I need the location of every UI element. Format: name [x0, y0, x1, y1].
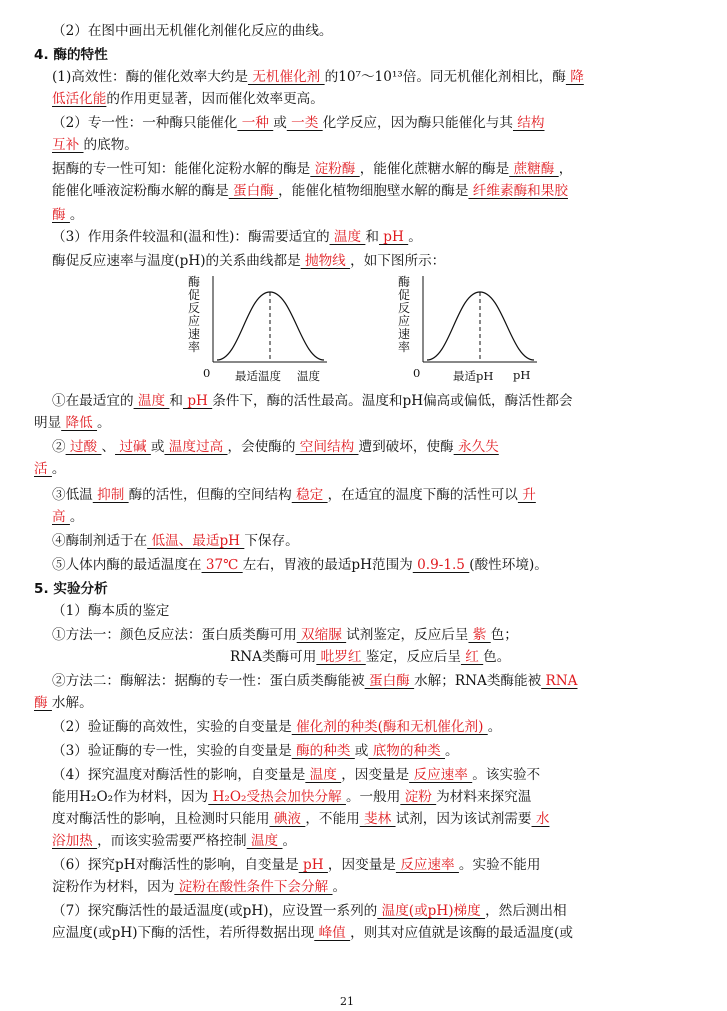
text-segment: 色；	[490, 627, 518, 643]
answer-blank: 降低	[61, 415, 98, 431]
answer-blank: 过酸	[65, 439, 102, 455]
text-line	[52, 810, 727, 828]
text-segment: 、	[101, 439, 116, 455]
answer-blank: 活	[34, 461, 52, 477]
answer-blank: H₂O₂受热会加快分解	[208, 789, 346, 805]
answer-blank: 温度	[305, 767, 342, 783]
answer-blank: 稳定	[291, 487, 328, 503]
answer-blank: 低温、最适pH	[147, 533, 245, 549]
answer-blank: 峰值	[314, 925, 351, 941]
text-line	[34, 414, 727, 432]
answer-blank: 蛋白酶	[364, 673, 415, 689]
text-line	[52, 556, 727, 574]
answer-blank: 互补	[52, 137, 84, 153]
text-segment: （1）酶本质的鉴定	[52, 603, 170, 619]
answer-blank: 碘液	[269, 811, 306, 827]
answer-blank: 淀粉在酸性条件下会分解	[174, 879, 333, 895]
text-line	[52, 206, 727, 224]
text-segment: (1)高效性：酶的催化效率大约是	[52, 69, 248, 85]
text-segment: 的底物。	[83, 137, 138, 153]
answer-blank: 红	[460, 649, 484, 665]
text-segment: 和	[169, 393, 183, 409]
answer-blank: 结构	[512, 115, 545, 131]
answer-blank: 双缩脲	[296, 627, 347, 643]
text-segment: 下保存。	[244, 533, 299, 549]
text-line	[52, 672, 727, 690]
answer-blank: 温度	[246, 833, 283, 849]
text-segment: 色。	[483, 649, 511, 665]
text-line	[52, 532, 727, 550]
answer-blank: 纤维素酶和果胶	[468, 183, 568, 199]
text-line	[52, 832, 727, 850]
text-segment: 酶的活性，但酶的空间结构	[128, 487, 292, 503]
text-segment: ①在最适宜的	[52, 393, 134, 409]
text-line	[52, 136, 727, 154]
answer-blank: 低活化能	[52, 91, 107, 107]
answer-blank: 酶	[52, 207, 70, 223]
text-segment: （4）探究温度对酶活性的影响，自变量是	[52, 767, 306, 783]
text-segment: 酶促反应速率与温度(pH)的关系曲线都是	[52, 253, 301, 269]
text-segment: ，能催化蔗糖水解的酶是	[359, 161, 510, 177]
text-segment: ④酶制剂适于在	[52, 533, 148, 549]
text-segment: 。实验不能用	[458, 857, 541, 873]
text-line	[34, 460, 727, 478]
text-segment: 应温度(或pH)下酶的活性，若所得数据出现	[52, 925, 315, 941]
page-number: 21	[340, 995, 354, 1008]
text-line	[52, 788, 727, 806]
answer-blank: 高	[52, 509, 70, 525]
x-tick-label: 最适pH	[453, 369, 494, 383]
origin-label: 0	[203, 366, 211, 380]
text-segment: 。一般用	[345, 789, 401, 805]
text-segment: RNA类酶可用	[230, 649, 317, 665]
text-segment: 左右，胃液的最适pH范围为	[242, 557, 413, 573]
text-segment: ，	[558, 161, 573, 177]
y-axis-label: 酶 促 反 应 速 率	[187, 275, 200, 354]
answer-blank: 淀粉	[400, 789, 437, 805]
text-line	[52, 486, 727, 504]
text-segment: 试剂，因为该试剂需要	[395, 811, 532, 827]
answer-blank: 酶的种类	[291, 743, 355, 759]
answer-blank: 水	[531, 811, 550, 827]
text-segment: 水解；RNA类酶能被	[414, 673, 542, 689]
text-segment: （3）作用条件较温和(温和性)：酶需要适宜的	[52, 229, 330, 245]
text-line	[52, 182, 727, 200]
answer-blank: 无机催化剂	[247, 69, 325, 85]
text-line	[52, 90, 727, 108]
answer-blank: 吡罗红	[316, 649, 366, 665]
x-axis-label: 温度	[297, 369, 320, 383]
answer-blank: RNA	[541, 673, 578, 689]
answer-blank: 温度(或pH)梯度	[377, 903, 486, 919]
text-line	[52, 856, 727, 874]
answer-blank: 0.9-1.5	[412, 557, 470, 573]
answer-blank: 催化剂的种类(酶和无机催化剂)	[291, 719, 488, 735]
text-segment: 。该实验不	[472, 767, 541, 783]
text-segment: ，然后测出相	[485, 903, 567, 919]
answer-blank: 斐林	[359, 811, 396, 827]
text-segment: ，在适宜的温度下酶的活性可以	[327, 487, 518, 503]
text-segment: ，因变量是	[327, 857, 396, 873]
text-segment: ，不能用	[305, 811, 360, 827]
text-segment: ，能催化植物细胞壁水解的酶是	[278, 183, 469, 199]
answer-blank: 过碱	[115, 439, 151, 455]
answer-blank: pH	[378, 229, 409, 245]
text-segment: 和	[365, 229, 379, 245]
answer-blank: 蛋白酶	[228, 183, 279, 199]
text-segment: 。	[487, 719, 502, 735]
text-line	[52, 68, 727, 86]
text-line	[34, 46, 727, 64]
text-segment: 淀粉作为材料，因为	[52, 879, 175, 895]
text-segment: 5. 实验分析	[34, 581, 108, 597]
text-segment: 或	[354, 743, 369, 759]
text-line	[34, 580, 727, 598]
text-segment: ②方法二：酶解法：据酶的专一性：蛋白质类酶能被	[52, 673, 365, 689]
text-line	[52, 252, 727, 270]
x-tick-label: 最适温度	[235, 369, 281, 383]
text-segment: ①方法一：颜色反应法：蛋白质类酶可用	[52, 627, 297, 643]
text-segment: 。	[408, 229, 422, 245]
text-line	[52, 438, 727, 456]
text-segment: 。	[51, 461, 66, 477]
answer-blank: 升	[517, 487, 536, 503]
text-segment: ②	[52, 439, 66, 455]
text-segment: 的作用更显著，因而催化效率更高。	[106, 91, 324, 107]
text-segment: 。	[69, 207, 84, 223]
text-segment: 水解。	[51, 695, 93, 711]
answer-blank: 37℃	[201, 557, 243, 573]
ph-chart	[395, 274, 545, 384]
origin-label: 0	[413, 366, 421, 380]
text-segment: (酸性环境)。	[469, 557, 548, 573]
answer-blank: 降	[565, 69, 584, 85]
text-line	[34, 694, 727, 712]
text-segment: ⑤人体内酶的最适温度在	[52, 557, 202, 573]
text-line	[52, 392, 727, 410]
text-segment: 据酶的专一性可知：能催化淀粉水解的酶是	[52, 161, 311, 177]
text-segment: ，则其对应值就是该酶的最适温度(或	[350, 925, 573, 941]
text-segment: （2）验证酶的高效性，实验的自变量是	[52, 719, 292, 735]
answer-blank: 底物的种类	[368, 743, 445, 759]
text-line	[230, 648, 727, 666]
answer-blank: 抑制	[92, 487, 129, 503]
text-segment: 明显	[34, 415, 62, 431]
text-segment: 化学反应，因为酶只能催化与其	[322, 115, 513, 131]
answer-blank: pH	[183, 393, 213, 409]
answer-blank: 一类	[286, 115, 323, 131]
answer-blank: 浴加热	[52, 833, 98, 849]
text-segment: 的10⁷～10¹³倍。同无机催化剂相比，酶	[324, 69, 566, 85]
text-segment: ，如下图所示：	[350, 253, 446, 269]
text-line	[52, 602, 727, 620]
text-segment: ③低温	[52, 487, 93, 503]
text-segment: 或	[150, 439, 165, 455]
text-line	[52, 160, 727, 178]
text-segment: ，因变量是	[341, 767, 410, 783]
text-line	[52, 626, 727, 644]
x-axis-label: pH	[513, 368, 531, 382]
answer-blank: 温度过高	[164, 439, 228, 455]
text-segment: （3）验证酶的专一性，实验的自变量是	[52, 743, 292, 759]
text-segment: 遭到破坏，使酶	[358, 439, 454, 455]
text-segment: 鉴定，反应后呈	[365, 649, 461, 665]
answer-blank: 温度	[329, 229, 366, 245]
text-segment: 为材料来探究温	[436, 789, 532, 805]
text-line	[52, 924, 727, 942]
text-line	[52, 114, 727, 132]
answer-blank: 蔗糖酶	[509, 161, 559, 177]
answer-blank: 抛物线	[300, 253, 351, 269]
text-line	[52, 902, 727, 920]
text-segment: （6）探究pH对酶活性的影响，自变量是	[52, 857, 299, 873]
text-segment: 。	[445, 743, 459, 759]
y-axis-label: 酶 促 反 应 速 率	[397, 275, 410, 354]
text-segment: （2）专一性：一种酶只能催化	[52, 115, 238, 131]
text-segment: 度对酶活性的影响，且检测时只能用	[52, 811, 270, 827]
text-segment: （2）在图中画出无机催化剂催化反应的曲线。	[52, 23, 333, 39]
text-segment: 4. 酶的特性	[34, 47, 108, 63]
answer-blank: 反应速率	[409, 767, 473, 783]
text-segment: 能用H₂O₂作为材料，因为	[52, 789, 209, 805]
text-segment: 试剂鉴定，反应后呈	[346, 627, 469, 643]
text-segment: 。	[69, 509, 84, 525]
answer-blank: pH	[298, 857, 328, 873]
text-line	[52, 742, 727, 760]
text-segment: 。	[97, 415, 111, 431]
text-segment: ，会使酶的	[227, 439, 296, 455]
answer-blank: 紫	[468, 627, 491, 643]
answer-blank: 永久失	[453, 439, 499, 455]
answer-blank: 空间结构	[295, 439, 359, 455]
text-segment: 能催化唾液淀粉酶水解的酶是	[52, 183, 229, 199]
answer-blank: 反应速率	[395, 857, 459, 873]
text-line	[52, 718, 727, 736]
temperature-chart	[185, 274, 335, 384]
text-segment: 。	[332, 879, 347, 895]
text-line	[52, 22, 727, 40]
text-segment: （7）探究酶活性的最适温度(或pH)，应设置一系列的	[52, 903, 378, 919]
answer-blank: 一种	[237, 115, 274, 131]
answer-blank: 淀粉酶	[310, 161, 360, 177]
text-line	[52, 766, 727, 784]
text-line	[52, 228, 727, 246]
text-line	[52, 508, 727, 526]
text-line	[52, 878, 727, 896]
text-segment: 或	[273, 115, 287, 131]
answer-blank: 温度	[133, 393, 170, 409]
answer-blank: 酶	[34, 695, 52, 711]
text-segment: 条件下，酶的活性最高。温度和pH偏高或偏低，酶活性都会	[212, 393, 573, 409]
text-segment: ，而该实验需要严格控制	[97, 833, 247, 849]
text-segment: 。	[282, 833, 297, 849]
